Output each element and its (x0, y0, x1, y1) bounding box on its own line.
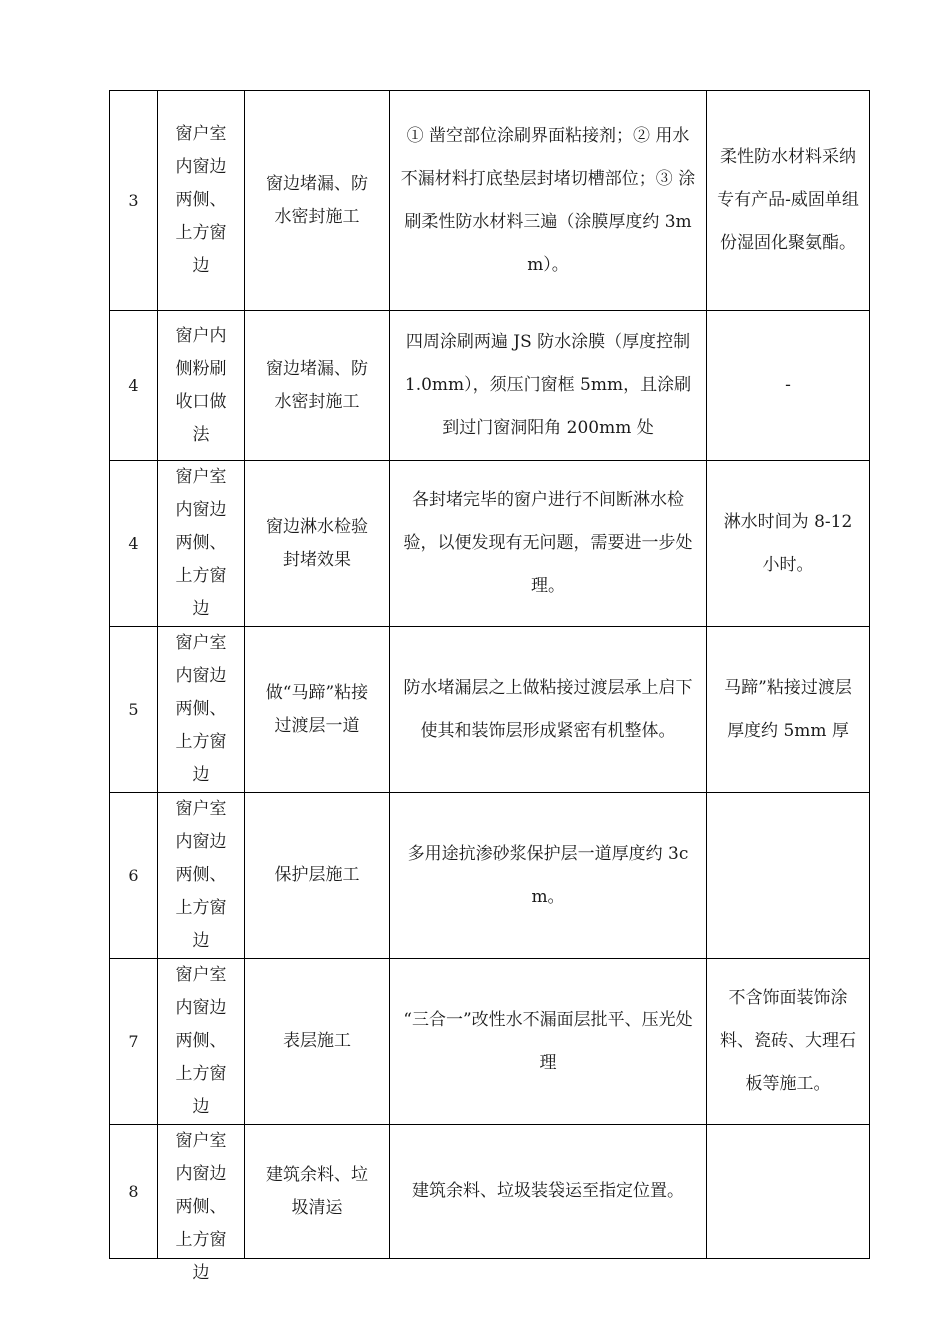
table-row (110, 461, 870, 627)
work-item: 窗边堵漏、防水密封施工 (245, 311, 390, 461)
table-row (110, 793, 870, 959)
work-method: “三合一”改性水不漏面层批平、压光处理 (390, 959, 707, 1125)
work-item: 窗边堵漏、防水密封施工 (245, 91, 390, 311)
remark (707, 793, 870, 959)
work-location (158, 1125, 245, 1283)
work-location: 窗户室内窗边两侧、上方窗边 (158, 627, 245, 793)
step-number: 7 (110, 959, 158, 1125)
step-number: 5 (110, 627, 158, 793)
remark: - (707, 311, 870, 461)
table-row (110, 1125, 870, 1259)
work-item: 窗边淋水检验封堵效果 (245, 461, 390, 627)
work-method: 防水堵漏层之上做粘接过渡层承上启下使其和装饰层形成紧密有机整体。 (390, 627, 707, 793)
remark (707, 1125, 870, 1259)
remark: 淋水时间为 8-12 小时。 (707, 461, 870, 627)
work-location: 窗户内侧粉刷收口做法 (158, 311, 245, 461)
step-number: 4 (110, 461, 158, 627)
table-row (110, 627, 870, 793)
work-method: 各封堵完毕的窗户进行不间断淋水检验，以便发现有无问题，需要进一步处理。 (390, 461, 707, 627)
work-item: 表层施工 (245, 959, 390, 1125)
step-number: 3 (110, 91, 158, 311)
work-item: 做“马蹄”粘接过渡层一道 (245, 627, 390, 793)
work-item: 建筑余料、垃圾清运 (245, 1125, 390, 1259)
work-location: 窗户室内窗边两侧、上方窗边 (158, 959, 245, 1125)
table-row (110, 311, 870, 461)
work-location: 窗户室内窗边两侧、上方窗边 (158, 461, 245, 627)
work-location: 窗户室内窗边两侧、上方窗边 (158, 91, 245, 311)
work-method: ① 凿空部位涂刷界面粘接剂；② 用水不漏材料打底垫层封堵切槽部位；③ 涂刷柔性防水材料三遍（涂膜厚度约 3mm）。 (390, 91, 707, 311)
work-method: 多用途抗渗砂浆保护层一道厚度约 3cm。 (390, 793, 707, 959)
step-number: 4 (110, 311, 158, 461)
work-location-text: 窗户室内窗边两侧、上方窗边 (175, 1131, 227, 1283)
work-method: 建筑余料、垃圾装袋运至指定位置。 (390, 1125, 707, 1259)
table-row (110, 959, 870, 1125)
work-item: 保护层施工 (245, 793, 390, 959)
table-row (110, 91, 870, 311)
step-number: 6 (110, 793, 158, 959)
remark: 不含饰面装饰涂料、瓷砖、大理石板等施工。 (707, 959, 870, 1125)
step-number: 8 (110, 1125, 158, 1259)
work-location: 窗户室内窗边两侧、上方窗边 (158, 793, 245, 959)
remark: 柔性防水材料采纳专有产品-威固单组份湿固化聚氨酯。 (707, 91, 870, 311)
work-method: 四周涂刷两遍 JS 防水涂膜（厚度控制 1.0mm），须压门窗框 5mm，且涂刷到过门窗洞阳角 200mm 处 (390, 311, 707, 461)
construction-steps-table (109, 90, 870, 1283)
remark: 马蹄”粘接过渡层厚度约 5mm 厚 (707, 627, 870, 793)
